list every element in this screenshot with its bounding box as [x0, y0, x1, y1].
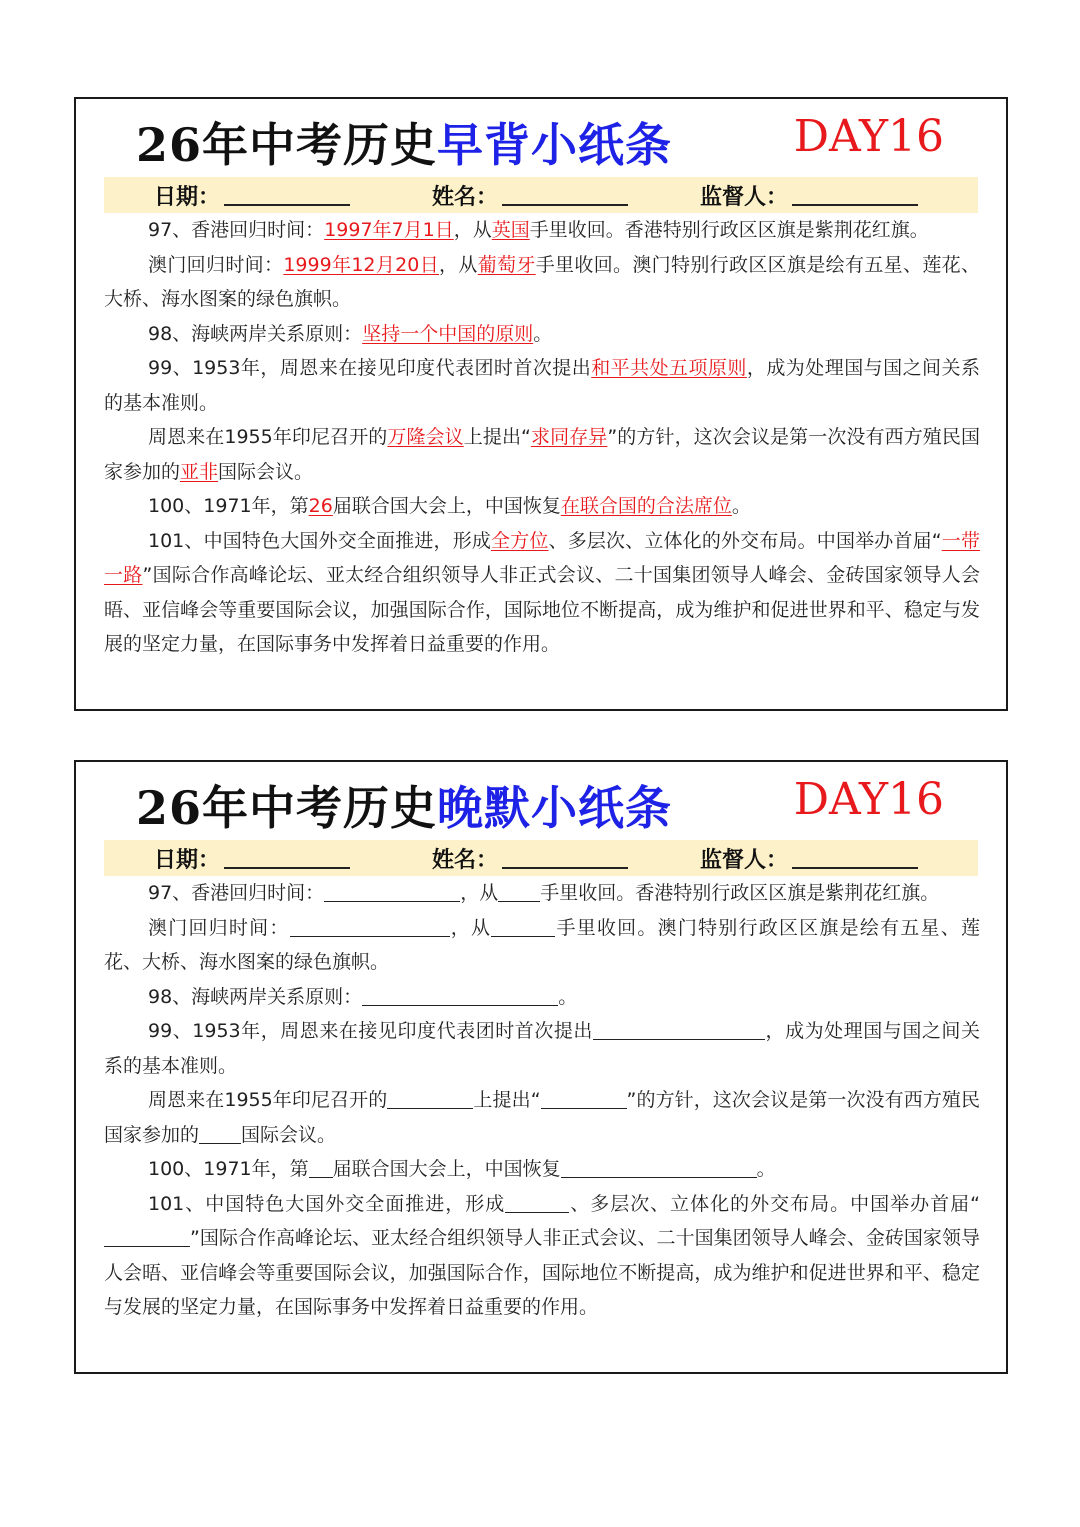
supervisor-blank[interactable]: [792, 184, 918, 206]
answer: 全方位: [491, 529, 549, 552]
text: ，从: [439, 253, 478, 276]
supervisor-field: [700, 180, 918, 211]
text: 、多层次、立体化的外交布局。中国举办首届“: [569, 1192, 980, 1215]
text: 手里收回。香港特别行政区区旗是紫荆花红旗。: [540, 882, 940, 904]
answer: 在联合国的合法席位: [560, 495, 732, 517]
text: 99、1953年，周恩来在接见印度代表团时首次提出: [148, 1020, 593, 1042]
title-prefix: 26年中考历史: [136, 118, 438, 172]
text: ”国际合作高峰论坛、亚太经合组织领导人非正式会议、二十国集团领导人峰会、金砖国家领导人会晤、亚信峰会等重要国际会议，加强国际合作，国际地位不断提高，成为维护和促进世界和平、稳定与发展的坚定力量，在国际事务中发挥着日益重要的作用。: [104, 564, 980, 655]
text: 100、1971年，第: [148, 1158, 309, 1180]
text: ”的方针，这次会议是第一次没有西方殖民国家参加的: [104, 1089, 980, 1146]
answer: 万隆会议: [387, 426, 464, 448]
text: 。: [558, 985, 578, 1008]
text: 上提出“: [463, 426, 531, 448]
text: 、多层次、立体化的外交布局。中国举办首届“: [548, 529, 942, 552]
info-bar: [104, 177, 978, 213]
info-bar: [104, 840, 978, 876]
text: 101、中国特色大国外交全面推进，形成: [148, 529, 492, 552]
paragraph-macau: [104, 911, 980, 980]
answer: 1997年7月1日: [324, 219, 454, 241]
paragraph-macau: [104, 248, 980, 317]
fill-blank[interactable]: [104, 1225, 190, 1247]
evening-card: [74, 760, 1008, 1374]
text: 。: [533, 322, 553, 345]
paragraph-bandung: [104, 420, 980, 489]
text: 97、香港回归时间：: [148, 219, 325, 241]
card-title: [136, 109, 672, 175]
text: 国际会议。: [218, 460, 314, 483]
answer: 1999年12月20日: [283, 253, 440, 276]
card-title: [136, 772, 672, 838]
text: 。: [756, 1158, 776, 1180]
text: 手里收回。香港特别行政区区旗是紫荆花红旗。: [529, 219, 929, 241]
supervisor-blank[interactable]: [792, 847, 918, 869]
card-title-row: [76, 762, 1006, 840]
text: ”的方针，这次会议是第一次没有西方殖民国家参加的: [104, 426, 980, 483]
paragraph-97-hongkong: [104, 876, 980, 911]
fill-blank[interactable]: [561, 1156, 757, 1178]
name-label: 姓名：: [432, 184, 499, 210]
text: 98、海峡两岸关系原则：: [148, 322, 363, 345]
answer: 坚持一个中国的原则: [362, 322, 534, 345]
fill-blank[interactable]: [593, 1018, 765, 1040]
text: 届联合国大会上，中国恢复: [332, 495, 561, 517]
day-label: DAY16: [793, 774, 944, 825]
name-blank[interactable]: [502, 184, 628, 206]
paragraph-bandung: [104, 1083, 980, 1152]
date-label: 日期：: [154, 847, 221, 873]
text: ，从: [449, 916, 492, 939]
text: 国际会议。: [241, 1123, 337, 1146]
date-blank[interactable]: [224, 184, 350, 206]
text: 99、1953年，周恩来在接见印度代表团时首次提出: [148, 357, 592, 379]
text: 周恩来在1955年印尼召开的: [148, 1089, 388, 1111]
fill-blank[interactable]: [362, 984, 558, 1006]
answer: 和平共处五项原则: [591, 357, 747, 379]
text: ，从: [460, 882, 499, 904]
answer: 求同存异: [530, 426, 608, 448]
fill-blank[interactable]: [498, 880, 540, 902]
fill-blank[interactable]: [505, 1191, 569, 1213]
supervisor-field: [700, 843, 918, 874]
text: 101、中国特色大国外交全面推进，形成: [148, 1192, 506, 1215]
text: 周恩来在1955年印尼召开的: [148, 426, 388, 448]
paragraph-99: [104, 351, 980, 420]
name-field: [432, 180, 628, 211]
text: 97、香港回归时间：: [148, 882, 325, 904]
fill-blank[interactable]: [324, 880, 460, 902]
card-body: [104, 876, 980, 1325]
text: ，成为处理国与国之间关系的基本准则。: [104, 1020, 980, 1077]
fill-blank[interactable]: [199, 1122, 241, 1144]
date-field: [154, 843, 350, 874]
text: 。: [731, 495, 751, 517]
fill-blank[interactable]: [290, 915, 450, 937]
title-accent: 早背小纸条: [437, 118, 673, 172]
text: ，从: [453, 219, 492, 241]
fill-blank[interactable]: [491, 915, 555, 937]
text: 100、1971年，第: [148, 495, 309, 517]
name-field: [432, 843, 628, 874]
paragraph-98: [104, 980, 980, 1015]
title-accent: 晚默小纸条: [437, 781, 673, 835]
paragraph-97-hongkong: [104, 213, 980, 248]
paragraph-99: [104, 1014, 980, 1083]
text: 手里收回。澳门特别行政区区旗是绘有五星、莲花、大桥、海水图案的绿色旗帜。: [104, 253, 980, 310]
name-blank[interactable]: [502, 847, 628, 869]
morning-card: [74, 97, 1008, 711]
paragraph-100: [104, 1152, 980, 1187]
date-label: 日期：: [154, 184, 221, 210]
answer: 26: [308, 495, 333, 517]
answer: 英国: [491, 219, 530, 241]
date-field: [154, 180, 350, 211]
day-label: DAY16: [793, 111, 944, 162]
text: 98、海峡两岸关系原则：: [148, 985, 363, 1008]
supervisor-label: 监督人：: [700, 184, 789, 210]
answer: 葡萄牙: [477, 253, 536, 276]
text: 手里收回。澳门特别行政区区旗是绘有五星、莲花、大桥、海水图案的绿色旗帜。: [104, 916, 980, 973]
answer: 一带一路: [104, 529, 980, 586]
name-label: 姓名：: [432, 847, 499, 873]
text: ”国际合作高峰论坛、亚太经合组织领导人非正式会议、二十国集团领导人峰会、金砖国家领导人会晤、亚信峰会等重要国际会议，加强国际合作，国际地位不断提高，成为维护和促进世界和平、稳定与发展的坚定力量，在国际事务中发挥着日益重要的作用。: [104, 1227, 980, 1318]
paragraph-98: [104, 317, 980, 352]
text: ，成为处理国与国之间关系的基本准则。: [104, 357, 980, 414]
fill-blank[interactable]: [309, 1156, 333, 1178]
fill-blank[interactable]: [387, 1087, 473, 1109]
text: 澳门回归时间：: [148, 916, 290, 939]
text: 澳门回归时间：: [148, 253, 284, 276]
answer: 亚非: [180, 460, 219, 483]
paragraph-100: [104, 489, 980, 524]
fill-blank[interactable]: [541, 1087, 627, 1109]
card-body: [104, 213, 980, 662]
title-prefix: 26年中考历史: [136, 781, 438, 835]
date-blank[interactable]: [224, 847, 350, 869]
card-title-row: [76, 99, 1006, 177]
text: 上提出“: [473, 1089, 541, 1111]
paragraph-101: [104, 524, 980, 662]
paragraph-101: [104, 1187, 980, 1325]
text: 届联合国大会上，中国恢复: [332, 1158, 561, 1180]
supervisor-label: 监督人：: [700, 847, 789, 873]
